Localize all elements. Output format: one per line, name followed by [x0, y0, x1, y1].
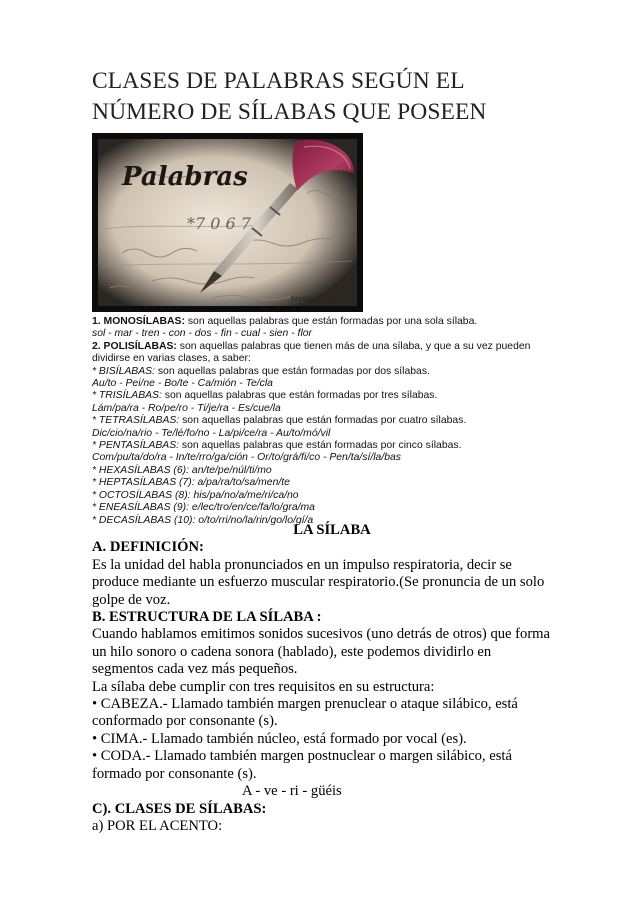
paragraph-line: golpe de voz. — [92, 591, 171, 608]
section-heading — [92, 522, 562, 539]
example-text: Lám/pa/ra - Ro/pe/ro - Ti/je/ra - Es/cue/la — [92, 402, 281, 414]
list-text: an/te/pe/núl/ti/mo — [189, 464, 272, 476]
image-word: Palabras — [122, 162, 248, 192]
list-text: e/lec/tro/en/ce/fa/lo/gra/ma — [189, 502, 315, 514]
list-text: son aquellas palabras que están formadas por cuatro sílabas. — [179, 415, 467, 427]
document-title — [92, 66, 612, 128]
subheading-definition — [92, 539, 562, 556]
list-item — [92, 502, 562, 514]
syllable-section — [92, 522, 562, 835]
list-text: son aquellas palabras que tienen más de una sílaba, y que a su vez pueden — [176, 340, 531, 352]
list-label: * TETRASÍLABAS: — [92, 415, 180, 427]
bullet-line: • CODA.- Llamado también margen postnuclear o margen silábico, está — [92, 748, 512, 765]
list-item — [92, 415, 562, 427]
subheading-text: A. DEFINICIÓN: — [92, 539, 204, 556]
paragraph-line: formado por consonante (s). — [92, 765, 257, 782]
subheading-text: C). CLASES DE SÍLABAS: — [92, 800, 267, 817]
list-label: 2. POLISÍLABAS: — [92, 340, 177, 352]
syllable-example: A - ve - ri - güéis — [242, 783, 342, 800]
paragraph-line: a) POR EL ACENTO: — [92, 817, 223, 834]
list-item — [92, 390, 562, 402]
list-label: * OCTOSÍLABAS (8): — [92, 489, 191, 501]
paragraph-line: Cuando hablamos emitimos sonidos sucesivos (uno detrás de otros) que forma — [92, 626, 551, 643]
list-example — [92, 428, 562, 440]
image-numbers: *7 0 6 7 — [187, 214, 251, 233]
subheading-structure — [92, 609, 562, 626]
list-item — [92, 490, 562, 502]
list-label: 1. MONOSÍLABAS: — [92, 316, 185, 327]
section-heading-text: LA SÍLABA — [293, 522, 371, 538]
list-example — [92, 403, 562, 415]
list-text: son aquellas palabras que están formadas por dos sílabas. — [154, 365, 430, 377]
subheading-text: B. ESTRUCTURA DE LA SÍLABA : — [92, 609, 322, 626]
list-example — [92, 328, 562, 340]
subheading-classes — [92, 801, 562, 818]
list-example — [92, 452, 562, 464]
list-item — [92, 316, 562, 328]
paragraph-line: Es la unidad del habla pronunciados en un impulso respiratoria, decir se — [92, 556, 512, 573]
paragraph-line: produce mediante un esfuerzo muscular respiratorio.(Se pronuncia de un solo — [92, 574, 545, 591]
bullet-line: • CABEZA.- Llamado también margen prenuclear o ataque silábico, está — [92, 696, 518, 713]
example-text: sol - mar - tren - con - dos - fin - cual - sien - flor — [92, 328, 312, 340]
list-item — [92, 341, 562, 353]
list-example — [92, 378, 562, 390]
paragraph-line: un hilo sonoro o cadena sonora (hablado), este podemos dividirlo en — [92, 643, 492, 660]
list-text: son aquellas palabras que están formadas por tres sílabas. — [161, 390, 438, 402]
list-label: * BISÍLABAS: — [92, 365, 155, 377]
pen-and-letter-photo — [92, 133, 363, 312]
list-label: * PENTASÍLABAS: — [92, 440, 180, 452]
bullet-line: • CIMA.- Llamado también núcleo, está formado por vocal (es). — [92, 730, 467, 747]
title-line-2: NÚMERO DE SÍLABAS QUE POSEEN — [92, 99, 487, 125]
list-text: o/to/rri/no/la/rin/go/lo/gí/a — [195, 514, 314, 526]
list-item — [92, 440, 562, 452]
list-item — [92, 465, 562, 477]
example-text: Com/pu/ta/do/ra - In/te/rro/ga/ción - Or/to/grá/fi/co - Pen/ta/sí/la/bas — [92, 452, 401, 464]
example-text: Au/to - Pei/ne - Bo/te - Ca/mión - Te/cla — [92, 378, 273, 390]
list-label: * DECASÍLABAS (10): — [92, 514, 196, 526]
list-item — [92, 477, 562, 489]
title-line-1: CLASES DE PALABRAS SEGÚN EL — [92, 68, 465, 94]
list-text: his/pa/no/a/me/ri/ca/no — [190, 489, 299, 501]
list-label: * TRISÍLABAS: — [92, 390, 162, 402]
list-label: * HEPTASÍLABAS (7): — [92, 477, 195, 489]
paragraph-line: segmentos cada vez más pequeños. — [92, 661, 298, 678]
paragraph-line: La sílaba debe cumplir con tres requisitos en su estructura: — [92, 678, 435, 695]
list-label: * HEXASÍLABAS (6): — [92, 464, 190, 476]
list-text: son aquellas palabras que están formadas por cinco sílabas. — [179, 440, 462, 452]
list-text: a/pa/ra/to/sa/men/te — [194, 477, 290, 489]
syllable-classification-list — [92, 316, 562, 527]
list-text: son aquellas palabras que están formadas por una sola sílaba. — [184, 316, 478, 327]
list-text-continued: dividirse en varias clases, a saber: — [92, 353, 251, 365]
image-signature: Sevilla ©2007 — [290, 295, 341, 303]
example-text: Dic/cio/na/rio - Te/lé/fo/no - La/pi/ce/ra - Au/to/mó/vil — [92, 427, 331, 439]
list-label: * ENEASÍLABAS (9): — [92, 502, 190, 514]
paragraph-line: conformado por consonante (s). — [92, 713, 278, 730]
list-item — [92, 366, 562, 378]
